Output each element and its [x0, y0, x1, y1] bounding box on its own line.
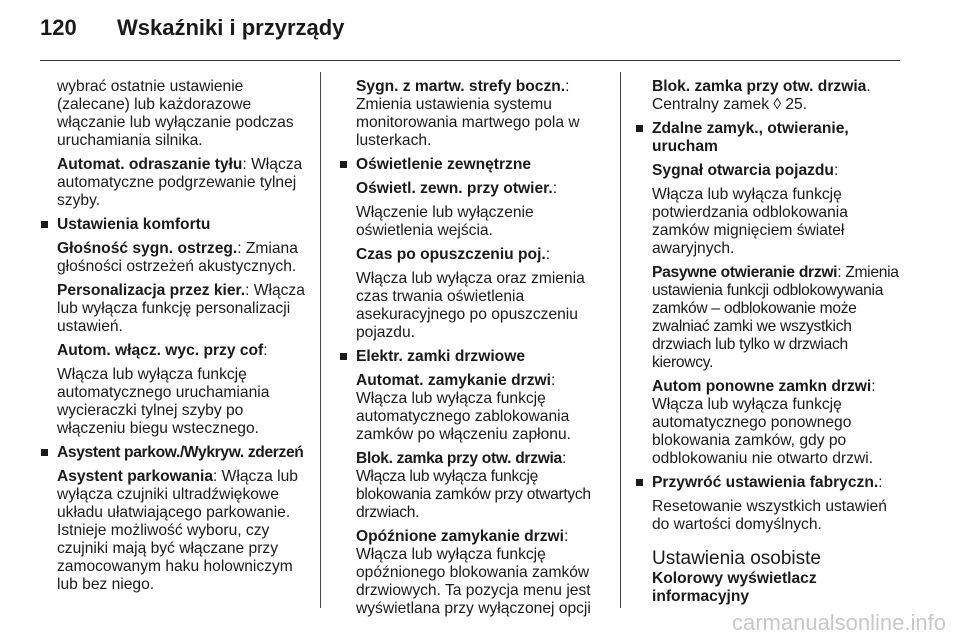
setting-term: Autom. włącz. wyc. przy cof: [57, 342, 264, 359]
setting-desc: : Włącza lub wyłącza funkcję automatycznego ponownego blokowania zamków, gdy po odblokowaniu nie otwarto drzwi.: [652, 378, 876, 467]
setting-entry: [57, 342, 309, 360]
paragraph: Włącza lub wyłącza funkcję potwierdzania odblokowania zamków mignięciem świateł awaryjnych.: [652, 186, 848, 257]
setting-entry: [652, 378, 904, 468]
bullet-heading-colon: :: [878, 474, 883, 491]
bullet-heading-text: Elektr. zamki drzwiowe: [356, 348, 525, 365]
setting-term: Blok. zamka przy otw. drzwia: [356, 450, 562, 467]
setting-desc: : Zmiana głośności ostrzeżeń akustycznych.: [57, 240, 298, 275]
bullet-heading: [652, 120, 904, 156]
column-3: [652, 78, 904, 606]
setting-desc: : Włącza automatyczne podgrzewanie tylnej szyby.: [57, 156, 303, 209]
column-1: [57, 78, 309, 594]
setting-term: Czas po opuszczeniu poj.: [356, 246, 546, 263]
setting-term: Sygn. z martw. strefy boczn.: [356, 78, 566, 95]
bullet-square-icon: [41, 221, 48, 228]
setting-entry: [356, 180, 608, 198]
bullet-heading: [57, 216, 309, 234]
setting-term: Blok. zamka przy otw. drzwia: [652, 78, 867, 95]
bullet-square-icon: [41, 449, 48, 456]
paragraph: Resetowanie wszystkich ustawień do wartości domyślnych.: [652, 498, 887, 533]
paragraph: Włącza lub wyłącza oraz zmienia czas trwania oświetlenia asekuracyjnego po opuszczeniu pojazdu.: [356, 270, 585, 341]
bullet-heading: [356, 156, 608, 174]
setting-term: Personalizacja przez kier.: [57, 282, 246, 299]
setting-colon: :: [552, 180, 558, 197]
setting-term: Opóźnione zamykanie drzwi: [356, 528, 564, 545]
bullet-heading: [652, 474, 904, 492]
paragraph: Włączenie lub wyłączenie oświetlenia wejścia.: [356, 204, 534, 239]
setting-entry: [57, 468, 309, 594]
bullet-square-icon: [636, 479, 643, 486]
setting-desc: : Włącza lub wyłącza czujniki ultradźwiękowe układu ułatwiającego parkowanie. Istnieje możliwość wyboru, czy czujniki mają być włączane przy zamocowanym haku holowniczym lub bez niego.: [57, 468, 298, 593]
column-divider-2: [620, 72, 621, 608]
setting-entry: [57, 156, 309, 210]
bullet-square-icon: [340, 161, 347, 168]
setting-term: Sygnał otwarcia pojazdu: [652, 162, 834, 179]
setting-term: Głośność sygn. ostrzeg.: [57, 240, 238, 257]
setting-colon: :: [545, 246, 551, 263]
bullet-heading: [57, 444, 309, 462]
bullet-heading-text: Ustawienia komfortu: [57, 216, 211, 233]
page-header: [0, 0, 960, 62]
setting-entry: [356, 246, 608, 264]
page-number: 120: [40, 15, 77, 40]
header-divider: [40, 60, 900, 61]
bullet-square-icon: [636, 125, 643, 132]
bullet-heading: [356, 348, 608, 366]
setting-desc: : Zmienia ustawienia systemu monitorowania martwego pola w lusterkach.: [356, 78, 580, 149]
setting-entry: [652, 162, 904, 180]
setting-term: Automat. zamykanie drzwi: [356, 372, 551, 389]
setting-term: Automat. odraszanie tyłu: [57, 156, 243, 173]
paragraph: wybrać ostatnie ustawienie (zalecane) lub każdorazowe włączanie lub wyłączanie podczas uruchamiania silnika.: [57, 78, 294, 149]
bullet-heading-text: Zdalne zamyk., otwieranie, urucham: [652, 120, 849, 155]
bullet-heading-text: Przywróć ustawienia fabryczn.: [652, 474, 879, 491]
bullet-heading-text: Oświetlenie zewnętrzne: [356, 156, 532, 173]
setting-entry: [652, 264, 904, 372]
setting-entry: [57, 282, 309, 336]
setting-desc: : Włącza lub wyłącza funkcję automatycznego zablokowania zamków po włączeniu zapłonu.: [356, 372, 571, 443]
setting-entry: [356, 78, 608, 150]
setting-entry: [356, 450, 608, 522]
column-2: [356, 78, 608, 618]
setting-desc: : Włącza lub wyłącza funkcję personalizacji ustawień.: [57, 282, 305, 335]
bullet-heading-text: Asystent parkow./Wykryw. zderzeń: [57, 444, 304, 461]
setting-desc: : Włącza lub wyłącza funkcję opóźnionego blokowania zamków drzwiowych. Ta pozycja menu jest wyświetlana przy wyłączonej opcji: [356, 528, 591, 617]
section-title: Ustawienia osobiste: [652, 548, 821, 569]
setting-entry: [356, 528, 608, 618]
setting-term: Pasywne otwieranie drzwi: [652, 264, 838, 281]
setting-desc: . Centralny zamek ◊ 25.: [652, 78, 871, 113]
setting-term: Asystent parkowania: [57, 468, 213, 485]
watermark: carmanualsonline.info: [731, 610, 946, 635]
column-divider-1: [320, 72, 321, 608]
paragraph: Włącza lub wyłącza funkcję automatycznego uruchamiania wycieraczki tylnej szyby po włączeniu biegu wstecznego.: [57, 366, 270, 437]
setting-desc: : Zmienia ustawienia funkcji odblokowywania zamków – odblokowanie może zwalniać zamki we wszystkich drzwiach lub tylko w drzwiach kierowcy.: [652, 264, 899, 371]
bullet-square-icon: [340, 353, 347, 360]
setting-entry: [356, 372, 608, 444]
setting-term: Autom ponowne zamkn drzwi: [652, 378, 872, 395]
setting-term: Oświetl. zewn. przy otwier.: [356, 180, 553, 197]
setting-entry: [57, 240, 309, 276]
setting-colon: :: [833, 162, 839, 179]
setting-colon: :: [263, 342, 268, 359]
setting-entry: [652, 78, 904, 114]
setting-desc: : Włącza lub wyłącza funkcję blokowania zamków przy otwartych drzwiach.: [356, 450, 591, 521]
page-title: Wskaźniki i przyrządy: [117, 15, 345, 40]
subsection-title: Kolorowy wyświetlacz informacyjny: [652, 570, 817, 605]
